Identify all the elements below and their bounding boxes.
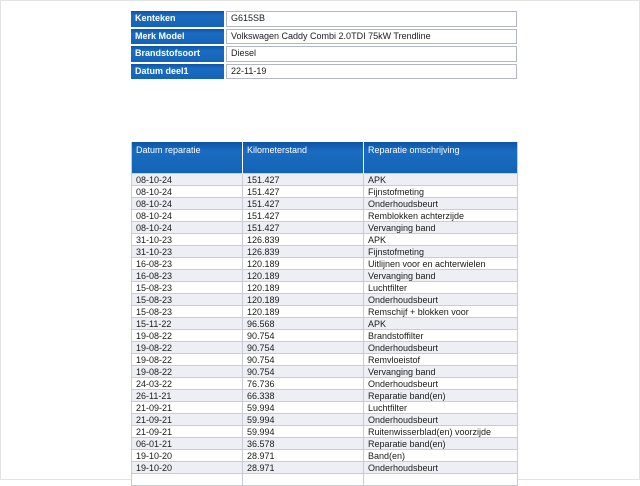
repair-date-cell: 08-10-24 [132,185,243,197]
odometer-cell: 36.578 [243,437,364,449]
repair-description-cell: Vervanging band [364,221,518,233]
odometer-cell: 151.427 [243,209,364,221]
table-row [132,341,518,353]
vehicle-field-label: Kenteken [131,11,224,27]
table-row [132,389,518,401]
odometer-cell: 90.754 [243,353,364,365]
repair-date-cell: 08-10-24 [132,173,243,185]
odometer-cell: 126.839 [243,233,364,245]
repair-date-cell [132,473,243,485]
repair-description-cell: Band(en) [364,449,518,461]
repair-description-cell: Ruitenwisserblad(en) voorzijde [364,425,518,437]
vehicle-field-label: Merk Model [131,29,224,45]
vehicle-field-value: 22-11-19 [226,64,517,80]
repair-description-cell: Uitlijnen voor en achterwielen [364,257,518,269]
repair-description-cell: Fijnstofmeting [364,185,518,197]
repair-description-cell: Reparatie band(en) [364,437,518,449]
odometer-cell: 151.427 [243,173,364,185]
table-row [132,245,518,257]
table-row [132,269,518,281]
repair-date-cell: 19-08-22 [132,341,243,353]
repair-date-cell: 19-10-20 [132,461,243,473]
odometer-cell: 120.189 [243,269,364,281]
repair-date-cell: 08-10-24 [132,209,243,221]
repair-date-cell: 16-08-23 [132,257,243,269]
column-header-datum-reparatie: Datum reparatie [132,142,243,173]
odometer-cell [243,473,364,485]
table-row [132,197,518,209]
repair-description-cell: Vervanging band [364,269,518,281]
vehicle-field-label: Brandstofsoort [131,46,224,62]
odometer-cell: 59.994 [243,413,364,425]
repair-date-cell: 19-08-22 [132,329,243,341]
vehicle-field-value: Diesel [226,46,517,62]
table-row [132,209,518,221]
repair-date-cell: 26-11-21 [132,389,243,401]
repair-description-cell: Vervanging band [364,365,518,377]
vehicle-field-label: Datum deel1 [131,64,224,80]
repair-date-cell: 24-03-22 [132,377,243,389]
repair-history-table [131,142,518,486]
table-row [132,401,518,413]
repair-date-cell: 08-10-24 [132,221,243,233]
repair-description-cell: Luchtfilter [364,401,518,413]
table-row [132,257,518,269]
odometer-cell: 96.568 [243,317,364,329]
repair-table-header-row [132,142,518,173]
repair-date-cell: 19-08-22 [132,365,243,377]
odometer-cell: 76.736 [243,377,364,389]
repair-date-cell: 16-08-23 [132,269,243,281]
table-row [132,461,518,473]
repair-description-cell: APK [364,173,518,185]
repair-description-cell: Onderhoudsbeurt [364,413,518,425]
repair-date-cell: 06-01-21 [132,437,243,449]
odometer-cell: 151.427 [243,221,364,233]
odometer-cell: 151.427 [243,197,364,209]
repair-description-cell: Luchtfilter [364,281,518,293]
table-row-truncated [132,473,518,485]
odometer-cell: 90.754 [243,329,364,341]
column-header-reparatie-omschrijving: Reparatie omschrijving [364,142,518,173]
odometer-cell: 59.994 [243,425,364,437]
odometer-cell: 120.189 [243,305,364,317]
repair-description-cell: Onderhoudsbeurt [364,341,518,353]
repair-date-cell: 21-09-21 [132,425,243,437]
table-row [132,377,518,389]
vehicle-field-value: Volkswagen Caddy Combi 2.0TDI 75kW Trendline [226,29,517,45]
table-row [132,353,518,365]
repair-date-cell: 15-08-23 [132,293,243,305]
repair-date-cell: 31-10-23 [132,245,243,257]
odometer-cell: 28.971 [243,449,364,461]
table-row [132,221,518,233]
table-row [132,365,518,377]
repair-description-cell: Remblokken achterzijde [364,209,518,221]
vehicle-field-value: G615SB [226,11,517,27]
repair-description-cell: Brandstoffilter [364,329,518,341]
repair-description-cell: Onderhoudsbeurt [364,377,518,389]
odometer-cell: 120.189 [243,293,364,305]
odometer-cell: 59.994 [243,401,364,413]
table-row [132,305,518,317]
repair-date-cell: 15-08-23 [132,281,243,293]
repair-date-cell: 21-09-21 [132,401,243,413]
repair-description-cell: Onderhoudsbeurt [364,461,518,473]
odometer-cell: 66.338 [243,389,364,401]
table-row [132,281,518,293]
table-row [132,317,518,329]
repair-date-cell: 31-10-23 [132,233,243,245]
repair-date-cell: 08-10-24 [132,197,243,209]
odometer-cell: 90.754 [243,341,364,353]
table-row [132,437,518,449]
repair-date-cell: 21-09-21 [132,413,243,425]
repair-description-cell: Remschijf + blokken voor [364,305,518,317]
repair-description-cell [364,473,518,485]
table-row [132,449,518,461]
repair-description-cell: APK [364,317,518,329]
repair-date-cell: 19-10-20 [132,449,243,461]
table-row [132,425,518,437]
table-row [132,413,518,425]
repair-description-cell: Fijnstofmeting [364,245,518,257]
odometer-cell: 28.971 [243,461,364,473]
repair-description-cell: Reparatie band(en) [364,389,518,401]
odometer-cell: 126.839 [243,245,364,257]
repair-date-cell: 15-11-22 [132,317,243,329]
vehicle-info-table [131,11,517,79]
odometer-cell: 120.189 [243,281,364,293]
odometer-cell: 90.754 [243,365,364,377]
repair-date-cell: 19-08-22 [132,353,243,365]
odometer-cell: 151.427 [243,185,364,197]
table-row [132,233,518,245]
repair-date-cell: 15-08-23 [132,305,243,317]
table-row [132,329,518,341]
table-row [132,185,518,197]
column-header-kilometerstand: Kilometerstand [243,142,364,173]
table-row [132,173,518,185]
repair-description-cell: APK [364,233,518,245]
repair-description-cell: Onderhoudsbeurt [364,197,518,209]
odometer-cell: 120.189 [243,257,364,269]
table-row [132,293,518,305]
repair-description-cell: Onderhoudsbeurt [364,293,518,305]
repair-description-cell: Remvloeistof [364,353,518,365]
